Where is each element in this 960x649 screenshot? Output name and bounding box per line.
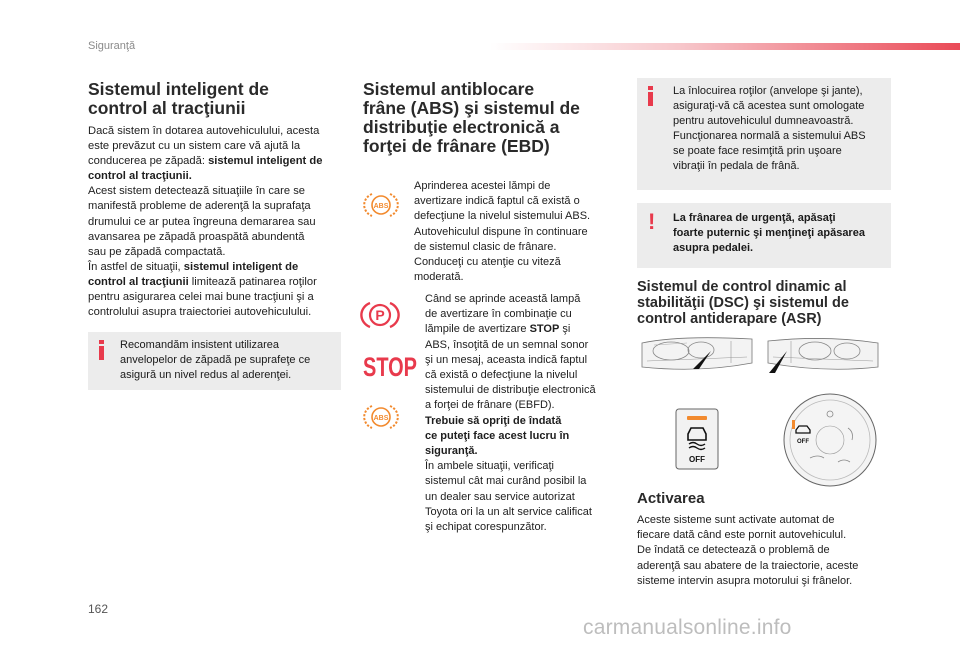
text-line: a forţei de frânare (EBFD).	[425, 399, 555, 412]
text-line: şi echipat corespunzător.	[425, 521, 547, 534]
text-line: Dacă sistem în dotarea autovehiculului, acesta	[88, 125, 320, 137]
text-line: avansarea pe zăpadă proaspătă abundentă	[88, 230, 305, 243]
text-line: Acest sistem detectează situaţiile în care se	[88, 185, 306, 198]
dsc-asr-title	[637, 279, 897, 327]
ebd-warning-text	[425, 292, 620, 535]
text-line: De îndată ce detectează o problemă de	[637, 544, 830, 557]
dashboard-illustration-left	[639, 333, 755, 378]
text-line: fiecare dată când este pornit autovehiculul.	[637, 529, 847, 542]
text-line: asiguraţi-vă că acestea sunt omologate	[673, 100, 865, 112]
text-line: de avertizare în combinaţie cu	[425, 308, 572, 321]
off-label: OFF	[689, 455, 705, 464]
text-line: Recomandăm insistent utilizarea	[120, 339, 279, 351]
text-line: pentru autovehiculul dumneavoastră.	[673, 115, 854, 127]
wheel-replacement-info-box	[637, 78, 891, 190]
emergency-braking-warning-box	[637, 203, 891, 268]
text-line: foarte puternic şi menţineţi apăsarea	[673, 227, 865, 239]
section-title: Siguranţă	[88, 40, 136, 52]
text-line: este prevăzut cu un sistem care vă ajută la	[88, 140, 301, 153]
text-line: manifestă probleme de aderenţă la suprafaţa	[88, 200, 311, 213]
text-line: controlului asupra traiectoriei autovehiculului.	[88, 306, 312, 319]
text-bold: Trebuie să opriţi de îndată	[425, 414, 562, 427]
text-line: sau pe zăpadă compactată.	[88, 245, 226, 258]
text-line: se poate face resimţită prin uşoare	[673, 145, 842, 157]
text-line: moderată.	[414, 271, 464, 284]
info-icon	[99, 340, 104, 360]
text-line: că există o defecţiune la nivelul	[425, 369, 578, 382]
text-line: de sistemul clasic de frânare.	[414, 240, 557, 253]
text-line: Aprinderea acestei lămpi de	[414, 180, 551, 192]
text-bold: sistemul inteligent de	[208, 155, 323, 168]
exclamation-icon: !	[648, 209, 656, 234]
text-line: În ambele situaţii, verificaţi	[425, 460, 554, 473]
text-line: aderenţă sau abatere de la traiectorie, aceste	[637, 559, 859, 572]
dashboard-illustration-right	[765, 333, 881, 378]
abs-warning-icon	[366, 191, 396, 219]
text-line: lămpile de avertizare	[425, 323, 530, 336]
text-bold: siguranţă.	[425, 445, 478, 458]
brake-warning-icon	[363, 300, 397, 330]
p-label: P	[375, 307, 385, 323]
text-bold: control al tracţiunii	[88, 275, 189, 288]
traction-control-title	[88, 80, 348, 118]
text-line: Autovehiculul dispune în continuare	[414, 225, 588, 238]
text-line: limitează patinarea roţilor	[188, 275, 317, 288]
text-line: sistemul cât mai curând posibil la	[425, 475, 587, 488]
text-line: sistemului de distribuţie electronică	[425, 384, 596, 397]
text-line: asigură un nivel redus al aderenţei.	[120, 369, 292, 381]
winter-tyres-note-box	[88, 332, 341, 390]
title-line: forţei de frânare (EBD)	[363, 136, 550, 156]
title-line: Sistemul antiblocare	[363, 79, 535, 99]
text-line: La înlocuirea roţilor (anvelope şi jante),	[673, 85, 863, 97]
text-line: anvelopelor de zăpadă pe suprafeţe ce	[120, 354, 311, 366]
text-line: un dealer sau service autorizat	[425, 490, 575, 503]
text-line: sisteme intervin asupra motorului şi frânelor.	[637, 574, 853, 587]
text-line: defecţiune la nivelul sistemului ABS.	[414, 210, 591, 223]
text-line: La frânarea de urgenţă, apăsaţi	[673, 212, 836, 224]
abs-warning-icon-2	[366, 403, 396, 431]
text-line: Funcţionarea normală a sistemului ABS	[673, 130, 866, 142]
stop-warning-icon	[362, 350, 418, 380]
activation-title: Activarea	[637, 490, 705, 507]
title-line: Sistemul inteligent de	[88, 79, 269, 99]
activation-text	[637, 513, 897, 589]
text-line: Conduceţi cu atenţie cu viteză	[414, 256, 561, 269]
drive-mode-dial-illustration	[782, 392, 878, 488]
text-line: şi un mesaj, aceasta indică faptul	[425, 353, 588, 366]
emergency-braking-warning	[673, 211, 889, 256]
text-line: conducerea pe zăpadă:	[88, 155, 209, 168]
wheel-replacement-info	[673, 84, 889, 174]
winter-tyres-note	[120, 338, 342, 383]
text-line: şi	[559, 323, 571, 336]
title-line: distribuţie electronică a	[363, 117, 560, 137]
abs-label: ABS	[373, 415, 389, 422]
text-line: Când se aprinde această lampă	[425, 293, 581, 305]
dsc-off-button-illustration	[675, 408, 719, 470]
text-line: avertizare indică faptul că există o	[414, 195, 580, 208]
title-line: Sistemul de control dinamic al	[637, 279, 847, 295]
abs-warning-text	[414, 179, 614, 285]
text-line: drumului ce ar putea îngreuna demararea sau	[88, 215, 316, 228]
page-number: 162	[88, 602, 109, 616]
title-line: stabilităţii (DSC) şi sistemul de	[637, 295, 849, 311]
text-bold: sistemul inteligent de	[183, 260, 299, 273]
off-label: OFF	[797, 439, 809, 445]
watermark: carmanualsonline.info	[583, 616, 792, 639]
text-line: ABS, însoţită de un semnal sonor	[425, 338, 589, 351]
traction-control-text	[88, 124, 346, 320]
stop-label: STOP	[363, 352, 417, 382]
title-line: frâne (ABS) şi sistemul de	[363, 98, 580, 118]
header-gradient-bar	[490, 43, 960, 50]
text-line: Toyota ori la un alt service calificat	[425, 505, 592, 518]
text-line: vibraţii în pedala de frână.	[673, 160, 800, 172]
text-bold: STOP	[529, 323, 560, 336]
text-bold: control al tracţiunii.	[88, 170, 192, 183]
abs-ebd-title	[363, 80, 623, 156]
text-line: Aceste sisteme sunt activate automat de	[637, 514, 835, 526]
title-line: control al tracţiunii	[88, 98, 246, 118]
text-line: pentru asigurarea celei mai bune tracţiuni şi a	[88, 291, 314, 304]
abs-label: ABS	[373, 203, 389, 210]
text-line: asupra pedalei.	[673, 242, 754, 254]
info-icon	[648, 86, 653, 106]
text-bold: ce puteţi face acest lucru în	[425, 429, 570, 442]
title-line: control antiderapare (ASR)	[637, 311, 822, 327]
text-line: În astfel de situaţii,	[88, 260, 184, 273]
